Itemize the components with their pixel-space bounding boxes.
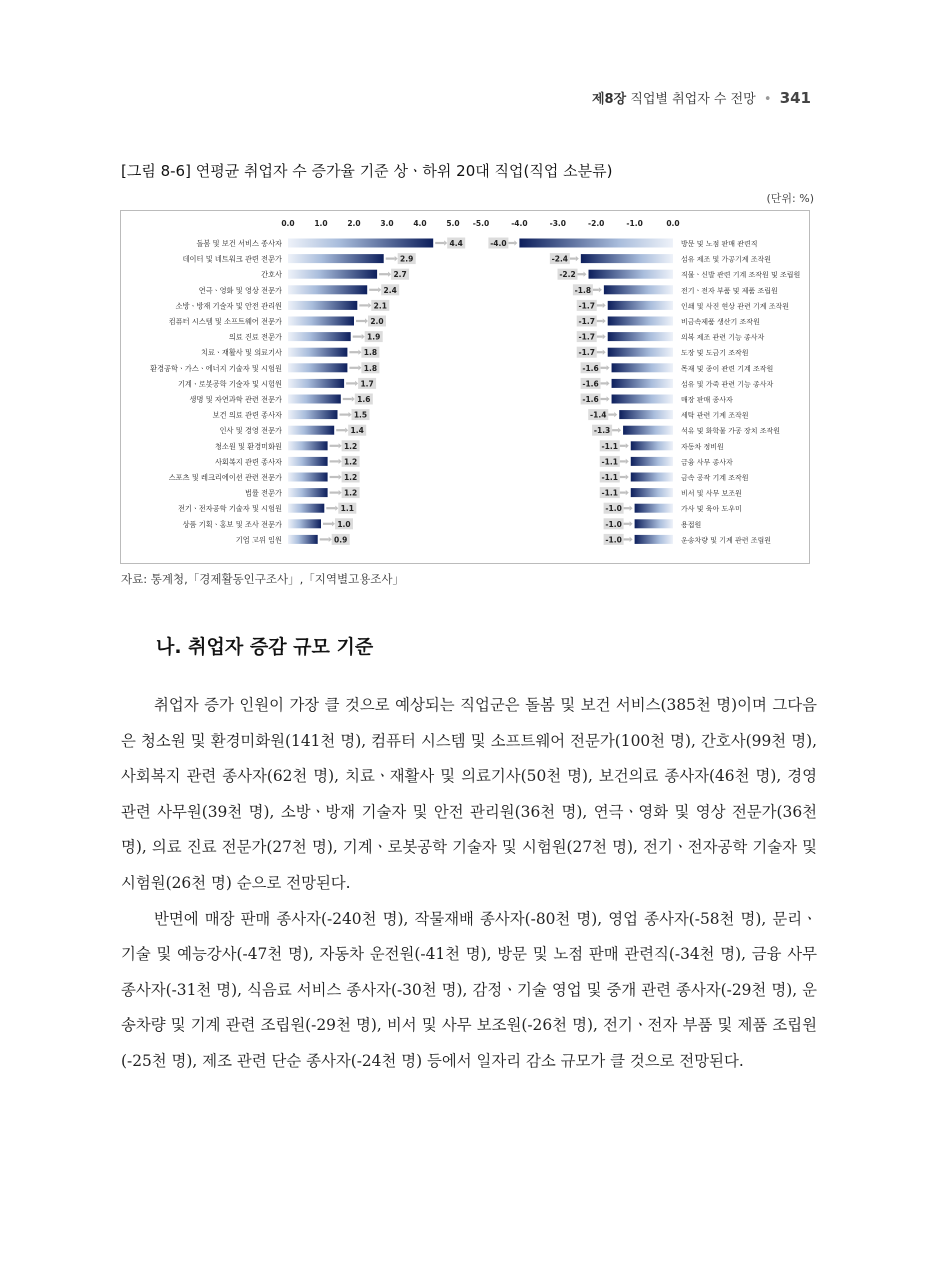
arrow-head-left [362, 334, 365, 339]
x-tick-label-left: 1.0 [314, 219, 328, 228]
value-label-right: -1.6 [582, 379, 599, 389]
category-label-right: 인쇄 및 사진 현상 관련 기계 조작원 [681, 302, 790, 311]
arrow-head-left [358, 365, 361, 370]
category-label-left: 컴퓨터 시스템 및 소프트웨어 전문가 [168, 317, 282, 326]
bar-left [288, 395, 341, 404]
value-label-left: 1.0 [337, 519, 351, 529]
value-label-right: -1.1 [601, 488, 618, 498]
value-label-left: 1.2 [343, 473, 358, 482]
bar-right [631, 473, 673, 482]
bar-right [612, 395, 673, 404]
value-label-left: 1.2 [343, 488, 358, 498]
bar-right [631, 441, 673, 450]
figure-title: [그림 8-6] 연평균 취업자 수 증가율 기준 상ㆍ하위 20대 직업(직업 소분류) [121, 162, 613, 180]
arrow-head-left [345, 428, 348, 433]
chapter-title: 직업별 취업자 수 전망 [630, 92, 756, 107]
bar-right [635, 535, 673, 544]
running-header [592, 88, 811, 107]
arrow-head-left [444, 240, 447, 245]
arrow-head-left [339, 459, 342, 464]
value-label-left: 1.6 [357, 395, 371, 404]
value-label-right: -1.0 [605, 519, 622, 529]
x-tick-label-left: 4.0 [413, 219, 427, 228]
bar-left [288, 270, 377, 279]
category-label-left: 소방ㆍ방재 기술자 및 안전 관리원 [175, 301, 282, 311]
x-tick-label-left: 2.0 [347, 219, 361, 228]
bar-left [288, 348, 347, 357]
bar-right [635, 504, 673, 513]
bar-right [608, 332, 673, 341]
category-label-left: 생명 및 자연과학 관련 전문가 [189, 395, 282, 404]
bar-left [288, 410, 338, 419]
value-label-left: 1.9 [367, 332, 381, 342]
arrow-head-right [607, 365, 610, 370]
bar-right [635, 519, 673, 528]
category-label-right: 섬유 제조 및 가공기계 조작원 [681, 255, 772, 264]
bar-right [608, 317, 673, 326]
x-tick-label-right: -5.0 [472, 219, 490, 228]
x-tick-label-right: 0.0 [666, 219, 680, 228]
category-label-left: 기업 고위 임원 [235, 535, 282, 545]
value-label-left: 1.8 [363, 348, 378, 358]
x-tick-label-right: -3.0 [549, 219, 567, 228]
value-label-right: -1.6 [582, 363, 599, 373]
arrow-head-right [630, 537, 633, 542]
bar-right [631, 457, 673, 466]
body-text [121, 688, 817, 1080]
category-label-left: 데이터 및 네트워크 관련 전문가 [182, 254, 282, 264]
figure-source: 자료: 통계청,「경제활동인구조사」,「지역별고용조사」 [121, 572, 405, 586]
value-label-left: 2.4 [383, 285, 397, 295]
chart-svg [121, 211, 809, 563]
category-label-left: 간호사 [261, 270, 282, 280]
arrow-head-right [584, 272, 587, 277]
arrow-head-right [607, 381, 610, 386]
value-label-left: 1.7 [360, 379, 374, 389]
x-tick-label-left: 5.0 [446, 219, 460, 228]
category-label-right: 의복 제조 관련 기능 종사자 [681, 333, 765, 342]
bar-left [288, 504, 324, 513]
arrow-head-right [630, 521, 633, 526]
value-label-right: -1.7 [578, 332, 595, 342]
category-label-right: 비서 및 사무 보조원 [681, 489, 742, 498]
header-bullet: • [763, 92, 772, 107]
value-label-left: 2.7 [393, 270, 407, 280]
arrow-head-left [395, 256, 398, 261]
bar-left [288, 426, 334, 435]
category-label-left: 보건 의료 관련 종사자 [212, 410, 282, 420]
bar-right [519, 239, 673, 248]
bar-left [288, 535, 318, 544]
category-label-left: 법률 전문가 [244, 488, 282, 498]
category-label-right: 금속 공작 기계 조작원 [681, 474, 749, 482]
arrow-head-left [329, 537, 332, 542]
arrow-head-right [618, 428, 621, 433]
bar-right [612, 363, 673, 372]
value-label-left: 2.1 [373, 301, 387, 311]
x-tick-label-right: -2.0 [587, 219, 605, 228]
category-label-right: 비금속제품 생산기 조작원 [681, 318, 760, 326]
bar-left [288, 519, 321, 528]
arrow-head-left [335, 506, 338, 511]
value-label-right: -1.6 [582, 395, 599, 404]
category-label-right: 운송차량 및 기계 관련 조립원 [681, 536, 772, 545]
paragraph-increase: 취업자 증가 인원이 가장 클 것으로 예상되는 직업군은 돌봄 및 보건 서비스(385천 명)이며 그다음은 청소원 및 환경미화원(141천 명), 컴퓨터 시스템 및 소프트웨어 전문가(100천 명), 간호사(99천 명), 사회복지 관련 종사자(62천 명), 치료ㆍ재활사 및 의료기사(50천 명), 보건의료 종사자(46천 명), 경영 관련 사무원(39천 명), 소방ㆍ방재 기술자 및 안전 관리원(36천 명), 연극ㆍ영화 및 영상 전문가(36천 명), 의료 진료 전문가(27천 명), 기계ㆍ로봇공학 기술자 및 시험원(27천 명), 전기ㆍ전자공학 기술자 및 시험원(26천 명) 순으로 전망된다. [121, 696, 817, 892]
arrow-head-left [365, 318, 368, 323]
category-label-right: 목재 및 종이 관련 기계 조작원 [681, 364, 774, 373]
bar-left [288, 239, 433, 248]
arrow-head-right [626, 443, 629, 448]
arrow-head-left [378, 287, 381, 292]
arrow-head-right [603, 350, 606, 355]
value-label-right: -1.0 [605, 535, 622, 545]
value-label-right: -1.0 [605, 504, 622, 514]
section-heading: 나. 취업자 증감 규모 기준 [156, 636, 374, 658]
value-label-right: -1.7 [578, 317, 595, 326]
arrow-head-right [603, 303, 606, 308]
category-label-left: 환경공학ㆍ가스ㆍ에너지 기술자 및 시험원 [150, 363, 282, 373]
value-label-left: 1.5 [353, 410, 368, 420]
paragraph-decrease: 반면에 매장 판매 종사자(-240천 명), 작물재배 종사자(-80천 명), 영업 종사자(-58천 명), 문리ㆍ기술 및 예능강사(-47천 명), 자동차 운전원(-41천 명), 방문 및 노점 판매 관련직(-34천 명), 금융 사무 종사자(-31천 명), 식음료 서비스 종사자(-30천 명), 감정ㆍ기술 영업 및 중개 관련 종사자(-29천 명), 운송차량 및 기계 관련 조립원(-29천 명), 비서 및 사무 보조원(-26천 명), 전기ㆍ전자 부품 및 제품 조립원(-25천 명), 제조 관련 단순 종사자(-24천 명) 등에서 일자리 감소 규모가 클 것으로 전망된다. [121, 909, 817, 1070]
bar-right [631, 488, 673, 497]
arrow-head-right [630, 506, 633, 511]
category-label-left: 전기ㆍ전자공학 기술자 및 시험원 [177, 504, 282, 514]
category-label-left: 돌봄 및 보건 서비스 종사자 [196, 239, 282, 248]
category-label-right: 매장 판매 종사자 [681, 396, 733, 404]
category-label-right: 용접원 [681, 520, 702, 529]
category-label-right: 금융 사무 종사자 [681, 458, 733, 467]
value-label-left: 4.4 [449, 239, 463, 248]
value-label-right: -1.4 [590, 410, 607, 420]
bar-right [608, 348, 673, 357]
category-label-right: 직물ㆍ신발 관련 기계 조작원 및 조립원 [681, 271, 801, 280]
category-label-left: 치료ㆍ재활사 및 의료기사 [201, 348, 282, 358]
category-label-left: 연극ㆍ영화 및 영상 전문가 [198, 285, 282, 295]
category-label-left: 상품 기획ㆍ홍보 및 조사 전문가 [182, 519, 282, 529]
bar-right [581, 254, 673, 263]
arrow-head-right [626, 474, 629, 479]
bar-left [288, 317, 354, 326]
arrow-head-left [388, 272, 391, 277]
value-label-left: 1.4 [350, 426, 364, 436]
bar-left [288, 332, 351, 341]
bar-left [288, 363, 347, 372]
bar-left [288, 379, 344, 388]
value-label-left: 0.9 [334, 535, 348, 545]
bar-left [288, 473, 328, 482]
bar-left [288, 254, 384, 263]
bar-right [619, 410, 673, 419]
category-label-right: 석유 및 화학물 가공 장치 조작원 [681, 427, 781, 436]
arrow-head-right [576, 256, 579, 261]
x-tick-label-right: -4.0 [511, 219, 528, 228]
arrow-head-left [352, 396, 355, 401]
value-label-right: -2.2 [559, 270, 576, 280]
bar-right [612, 379, 673, 388]
x-tick-label-right: -1.0 [626, 219, 643, 228]
category-label-right: 섬유 및 가죽 관련 기능 종사자 [681, 380, 774, 389]
arrow-head-right [599, 287, 602, 292]
bar-left [288, 488, 328, 497]
value-label-left: 1.8 [363, 363, 378, 373]
arrow-head-left [339, 443, 342, 448]
value-label-right: -1.8 [574, 285, 592, 295]
value-label-left: 1.1 [340, 504, 354, 514]
chart-container [120, 210, 810, 564]
bar-right [623, 426, 673, 435]
arrow-head-right [626, 459, 629, 464]
category-label-left: 기계ㆍ로봇공학 기술자 및 시험원 [177, 379, 282, 389]
bar-right [589, 270, 673, 279]
bar-left [288, 301, 357, 310]
arrow-head-left [332, 521, 335, 526]
arrow-head-right [626, 490, 629, 495]
value-label-left: 2.0 [370, 317, 384, 326]
value-label-right: -4.0 [490, 239, 507, 248]
arrow-head-left [349, 412, 352, 417]
arrow-head-right [614, 412, 617, 417]
arrow-head-left [358, 350, 361, 355]
figure-unit: (단위: %) [766, 192, 814, 205]
value-label-right: -1.3 [593, 426, 611, 436]
value-label-right: -1.7 [578, 301, 595, 311]
bar-left [288, 457, 328, 466]
value-label-right: -1.1 [601, 441, 618, 451]
category-label-left: 인사 및 경영 전문가 [219, 426, 282, 436]
value-label-right: -1.7 [578, 348, 595, 358]
category-label-right: 전기ㆍ전자 부품 및 제품 조립원 [681, 286, 778, 295]
category-label-right: 가사 및 육아 도우미 [681, 505, 742, 514]
arrow-head-left [339, 474, 342, 479]
category-label-left: 스포츠 및 레크리에이션 관련 전문가 [168, 473, 282, 482]
chapter-label: 제8장 [592, 92, 627, 107]
value-label-left: 1.2 [343, 457, 358, 467]
bar-right [604, 285, 673, 294]
page-number: 341 [779, 89, 811, 107]
arrow-head-left [355, 381, 358, 386]
bar-left [288, 441, 328, 450]
category-label-right: 도장 및 도금기 조작원 [681, 349, 749, 358]
value-label-right: -1.1 [601, 457, 618, 467]
value-label-left: 1.2 [343, 441, 358, 451]
value-label-left: 2.9 [400, 254, 414, 264]
bar-left [288, 285, 367, 294]
arrow-head-right [607, 396, 610, 401]
category-label-left: 사회복지 관련 종사자 [214, 457, 282, 467]
arrow-head-right [603, 334, 606, 339]
category-label-left: 의료 진료 전문가 [228, 332, 282, 342]
category-label-right: 방문 및 노점 판매 관련직 [681, 240, 758, 248]
bar-right [608, 301, 673, 310]
x-tick-label-left: 0.0 [281, 219, 295, 228]
value-label-right: -2.4 [551, 254, 569, 264]
category-label-right: 세탁 관련 기계 조작원 [681, 411, 749, 420]
category-label-right: 자동차 정비원 [681, 442, 724, 451]
arrow-head-left [339, 490, 342, 495]
category-label-left: 청소원 및 환경미화원 [214, 441, 282, 451]
value-label-right: -1.1 [601, 473, 618, 482]
arrow-head-left [368, 303, 371, 308]
arrow-head-right [603, 318, 606, 323]
arrow-head-right [514, 240, 517, 245]
x-tick-label-left: 3.0 [380, 219, 394, 228]
